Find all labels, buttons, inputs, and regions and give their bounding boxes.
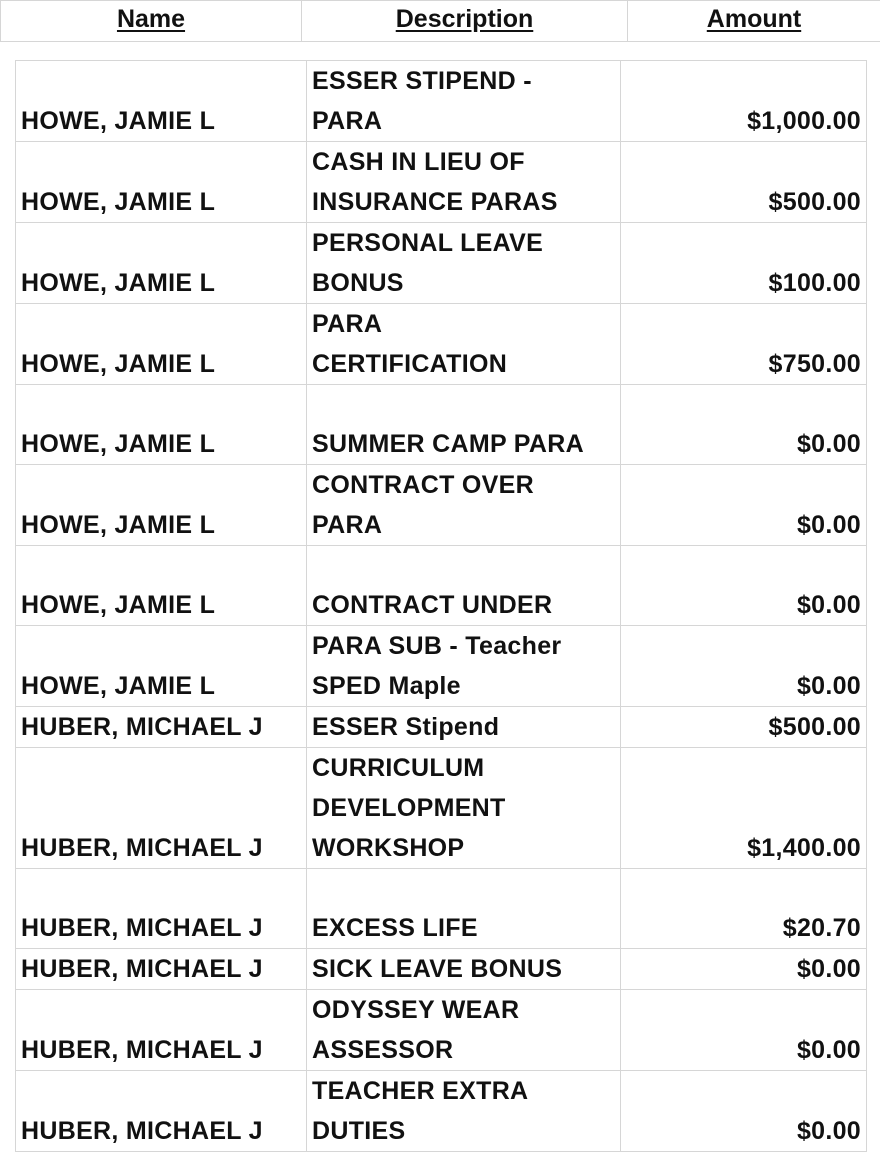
name-cell: HOWE, JAMIE L: [16, 61, 307, 142]
table-row: [16, 465, 867, 546]
amount-cell: $0.00: [621, 465, 867, 546]
table-row: [16, 385, 867, 465]
table-row: [16, 304, 867, 385]
amount-cell: $0.00: [621, 990, 867, 1071]
amount-cell: $1,400.00: [621, 748, 867, 869]
table-row: [16, 707, 867, 748]
name-cell: HOWE, JAMIE L: [16, 304, 307, 385]
name-cell: HUBER, MICHAEL J: [16, 748, 307, 869]
description-cell: PERSONAL LEAVE BONUS: [307, 223, 621, 304]
description-cell: ESSER Stipend: [307, 707, 621, 748]
table-row: [16, 61, 867, 142]
payments-table: [15, 60, 867, 1152]
description-column-header: Description: [302, 1, 628, 42]
header-row: [1, 1, 880, 42]
name-cell: HOWE, JAMIE L: [16, 223, 307, 304]
table-row: [16, 626, 867, 707]
table-row: [16, 990, 867, 1071]
description-cell: ESSER STIPEND - PARA: [307, 61, 621, 142]
description-cell: PARA SUB - Teacher SPED Maple: [307, 626, 621, 707]
name-column-header: Name: [1, 1, 302, 42]
description-cell: CASH IN LIEU OF INSURANCE PARAS: [307, 142, 621, 223]
table-row: [16, 546, 867, 626]
header-table: [0, 0, 880, 42]
amount-cell: $0.00: [621, 1071, 867, 1152]
name-cell: HOWE, JAMIE L: [16, 626, 307, 707]
amount-cell: $0.00: [621, 949, 867, 990]
description-cell: TEACHER EXTRA DUTIES: [307, 1071, 621, 1152]
amount-cell: $500.00: [621, 142, 867, 223]
table-row: [16, 142, 867, 223]
table-row: [16, 949, 867, 990]
amount-cell: $500.00: [621, 707, 867, 748]
description-cell: CURRICULUM DEVELOPMENT WORKSHOP: [307, 748, 621, 869]
amount-cell: $100.00: [621, 223, 867, 304]
amount-cell: $1,000.00: [621, 61, 867, 142]
description-cell: SUMMER CAMP PARA: [307, 385, 621, 465]
amount-cell: $750.00: [621, 304, 867, 385]
table-row: [16, 223, 867, 304]
name-cell: HOWE, JAMIE L: [16, 546, 307, 626]
name-cell: HOWE, JAMIE L: [16, 465, 307, 546]
amount-cell: $0.00: [621, 546, 867, 626]
amount-cell: $0.00: [621, 385, 867, 465]
payments-table-body: [16, 61, 867, 1152]
name-cell: HOWE, JAMIE L: [16, 385, 307, 465]
description-cell: ODYSSEY WEAR ASSESSOR: [307, 990, 621, 1071]
description-cell: CONTRACT UNDER: [307, 546, 621, 626]
description-cell: EXCESS LIFE: [307, 869, 621, 949]
amount-cell: $20.70: [621, 869, 867, 949]
name-cell: HUBER, MICHAEL J: [16, 869, 307, 949]
name-cell: HOWE, JAMIE L: [16, 142, 307, 223]
name-cell: HUBER, MICHAEL J: [16, 1071, 307, 1152]
name-cell: HUBER, MICHAEL J: [16, 949, 307, 990]
table-row: [16, 1071, 867, 1152]
amount-cell: $0.00: [621, 626, 867, 707]
table-row: [16, 748, 867, 869]
name-cell: HUBER, MICHAEL J: [16, 990, 307, 1071]
description-cell: SICK LEAVE BONUS: [307, 949, 621, 990]
description-cell: PARA CERTIFICATION: [307, 304, 621, 385]
description-cell: CONTRACT OVER PARA: [307, 465, 621, 546]
name-cell: HUBER, MICHAEL J: [16, 707, 307, 748]
table-row: [16, 869, 867, 949]
amount-column-header: Amount: [628, 1, 880, 42]
